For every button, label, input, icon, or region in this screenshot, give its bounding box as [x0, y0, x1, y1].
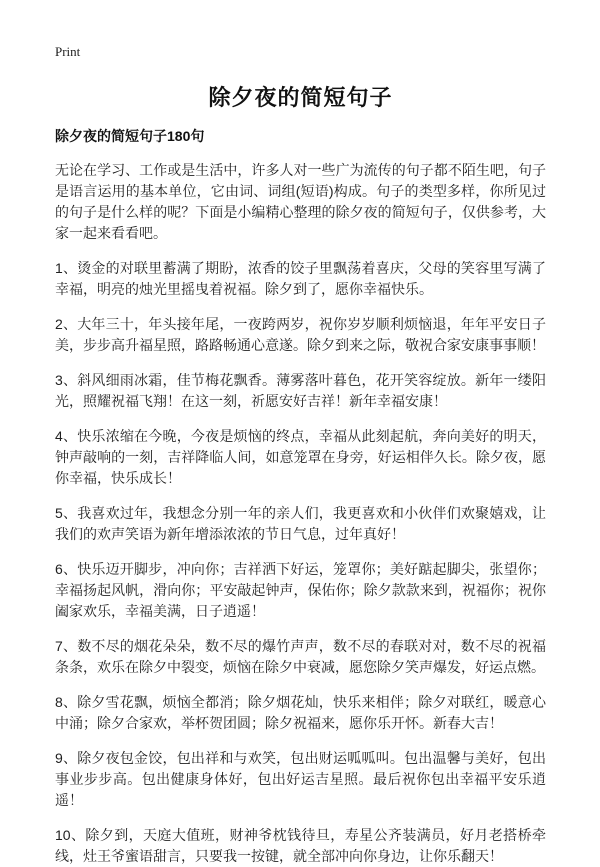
sentence-paragraph-6: 6、快乐迈开脚步，冲向你；吉祥洒下好运，笼罩你；美好踮起脚尖，张望你；幸福扬起风帆，滑向你；平安敲起钟声，保佑你；除夕款款来到，祝福你；祝你阖家欢乐，幸福美满，日子逍遥！	[55, 561, 546, 619]
sentence-paragraph-10: 10、除夕到，天庭大值班，财神爷枕钱待旦，寿星公齐装满员，好月老搭桥牵线，灶王爷蜜语甜言，只要我一按键，就全部冲向你身边，让你乐翻天！	[55, 827, 546, 864]
print-button[interactable]: Print	[55, 44, 81, 59]
sentence-paragraph-3: 3、斜风细雨冰霜，佳节梅花飘香。薄雾落叶暮色，花开笑容绽放。新年一缕阳光，照耀祝福飞翔！在这一刻，祈愿安好吉祥！新年幸福安康！	[55, 372, 546, 409]
sentence-paragraph-2: 2、大年三十，年头接年尾，一夜跨两岁，祝你岁岁顺利烦恼退，年年平安日子美，步步高升福星照，路路畅通心意遂。除夕到来之际，敬祝合家安康事事顺！	[55, 316, 546, 353]
intro-paragraph: 无论在学习、工作或是生活中，许多人对一些广为流传的句子都不陌生吧，句子是语言运用的基本单位，它由词、词组(短语)构成。句子的类型多样，你所见过的句子是什么样的呢？下面是小编精心整理的除夕夜的简短句子，仅供参考，大家一起来看看吧。	[55, 162, 546, 241]
sentence-paragraph-5: 5、我喜欢过年，我想念分别一年的亲人们，我更喜欢和小伙伴们欢聚嬉戏，让我们的欢声笑语为新年增添浓浓的节日气息，过年真好！	[55, 505, 546, 542]
sentence-paragraph-8: 8、除夕雪花飘，烦恼全都消；除夕烟花灿，快乐来相伴；除夕对联红，暖意心中涌；除夕合家欢，举杯贺团圆；除夕祝福来，愿你乐开怀。新春大吉！	[55, 694, 546, 731]
sentence-paragraph-1: 1、烫金的对联里蓄满了期盼，浓香的饺子里飘荡着喜庆，父母的笑容里写满了幸福，明亮的烛光里摇曳着祝福。除夕到了，愿你幸福快乐。	[55, 260, 546, 297]
sentence-paragraph-9: 9、除夕夜包金饺，包出祥和与欢笑，包出财运呱呱叫。包出温馨与美好，包出事业步步高。包出健康身体好，包出好运吉星照。最后祝你包出幸福平安乐逍遥！	[55, 750, 546, 808]
sentence-paragraph-4: 4、快乐浓缩在今晚，今夜是烦恼的终点，幸福从此刻起航，奔向美好的明天，钟声敲响的一刻，吉祥降临人间，如意笼罩在身旁，好运相伴久长。除夕夜，愿你幸福，快乐成长！	[55, 428, 546, 486]
article-subtitle: 除夕夜的简短句子180句	[55, 128, 205, 144]
sentence-paragraph-7: 7、数不尽的烟花朵朵，数不尽的爆竹声声，数不尽的春联对对，数不尽的祝福条条，欢乐在除夕中裂变，烦恼在除夕中衰减，愿您除夕笑声爆发，好运点燃。	[55, 638, 546, 675]
page-title: 除夕夜的简短句子	[208, 85, 393, 110]
